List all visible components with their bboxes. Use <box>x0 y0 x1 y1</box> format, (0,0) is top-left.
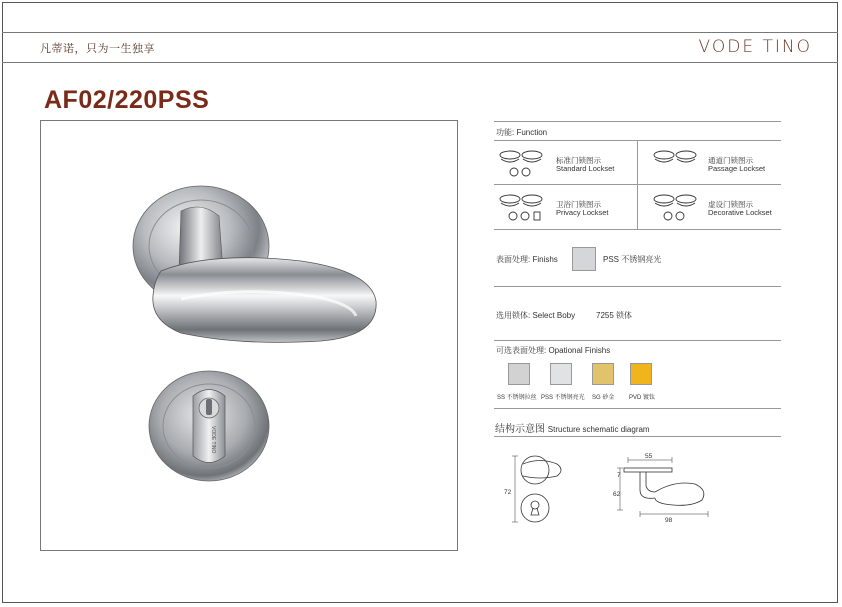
slogan: 凡蒂诺，只为一生独享 <box>40 43 155 55</box>
svg-text:VODE TINO: VODE TINO <box>210 426 216 454</box>
header-bottom-rule <box>2 62 838 63</box>
function-item-cn: 卫浴门锁图示 <box>556 200 601 209</box>
function-item-cn: 标准门锁图示 <box>556 156 601 165</box>
standard-lockset-icon <box>498 148 546 178</box>
decorative-lockset-icon <box>652 192 700 222</box>
lock-body-value: 7255 锁体 <box>596 311 633 320</box>
function-title: 功能: Function <box>496 128 548 137</box>
lock-body-label: 选用锁体: Select Boby <box>496 311 576 320</box>
function-item-cn: 通道门锁图示 <box>708 156 753 165</box>
header-top-rule <box>2 32 838 33</box>
door-handle-illustration <box>41 121 459 552</box>
divider <box>494 286 781 287</box>
optional-swatch-ss <box>508 363 530 385</box>
optional-swatch-caption: SS 不锈钢拉丝 <box>497 395 537 401</box>
optional-swatch-pvd <box>630 363 652 385</box>
divider <box>494 408 781 409</box>
passage-lockset-icon <box>652 148 700 174</box>
dimension-98: 98 <box>665 517 673 524</box>
product-image <box>40 120 458 551</box>
optional-swatch-caption: SG 砂金 <box>592 395 615 401</box>
optional-swatch-caption: PSS 不锈钢亮光 <box>541 395 585 401</box>
product-model: AF02/220PSS <box>44 86 210 114</box>
finish-swatch <box>572 247 596 271</box>
finish-value: PSS 不锈钢亮光 <box>603 255 662 264</box>
dimension-7: 7 <box>617 472 621 479</box>
function-item-en: Decorative Lockset <box>708 208 772 217</box>
structure-title-cn: 结构示意图 <box>495 424 545 435</box>
function-item-cn: 虚设门锁图示 <box>708 200 753 209</box>
function-item-en: Standard Lockset <box>556 164 615 173</box>
dimension-62: 62 <box>613 491 621 498</box>
divider <box>494 121 781 122</box>
optional-swatch-caption: PVD 镀钛 <box>629 395 656 401</box>
dimension-55: 55 <box>645 453 653 460</box>
front-view-drawing <box>505 452 585 532</box>
structure-title <box>495 420 650 435</box>
function-grid-divider <box>637 140 638 229</box>
function-item-en: Passage Lockset <box>708 164 766 173</box>
optional-swatch-pss <box>550 363 572 385</box>
function-item-en: Privacy Lockset <box>556 208 609 217</box>
dimension-72: 72 <box>504 489 512 496</box>
optional-swatch-sg <box>592 363 614 385</box>
brand-logo: VODE TINO <box>698 37 812 57</box>
privacy-lockset-icon <box>498 192 548 222</box>
divider <box>494 436 781 437</box>
divider <box>494 229 781 230</box>
optional-finish-label: 可选表面处理: Opational Finishs <box>496 346 611 355</box>
finish-label: 表面处理: Finishs <box>496 255 558 264</box>
structure-title-en: Structure schematic diagram <box>547 425 650 434</box>
divider <box>494 340 781 341</box>
